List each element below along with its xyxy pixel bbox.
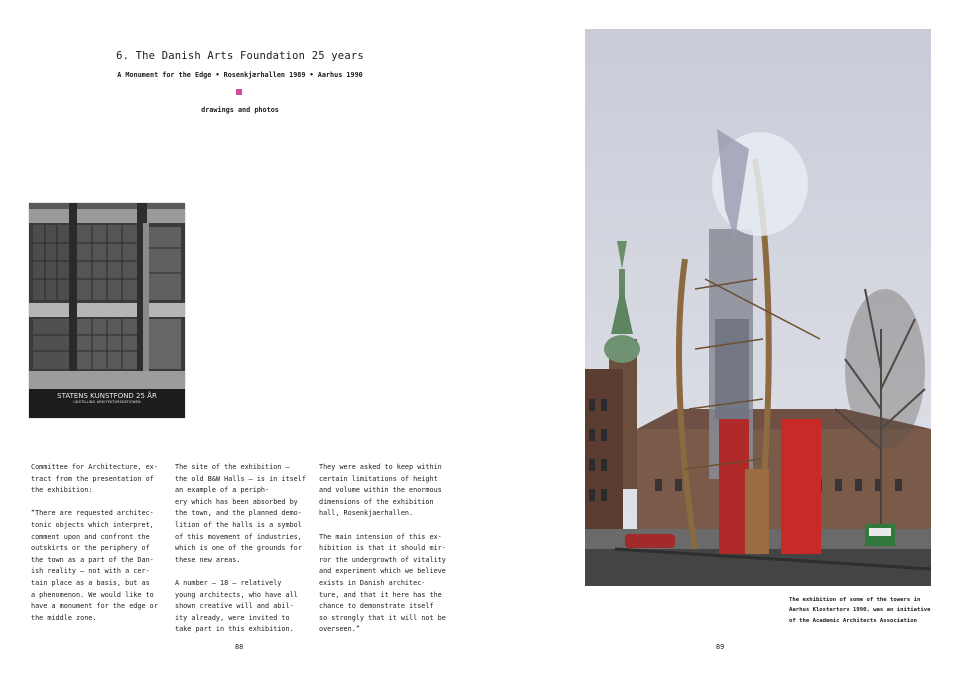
cover-title: STATENS KUNSTFOND 25 ÅR — [57, 392, 157, 400]
tower-sculpture-image — [585, 29, 931, 586]
text-column-1: Committee for Architecture, ex- tract from the presentation of the exhibition: “There are requested architec- tonic objects which interpret, comment upon and confront the outskirts or the periphery of the town as a part of the Dan- ish reality – not with a cer- tain place as a basis, but as a phenomenon. We would like to have a monument for the edge or the middle zone. — [31, 463, 158, 622]
industrial-hall-image — [29, 203, 185, 418]
page-title: 6. The Danish Arts Foundation 25 years — [116, 50, 364, 62]
tower-installation-photo — [585, 29, 931, 586]
page-number-right: 89 — [716, 643, 725, 651]
photo-caption: The exhibition of some of the towers in Aarhus Klostertorv 1990, was an initiative of the Academic Architects Association — [789, 597, 931, 624]
text-column-2: The site of the exhibition – the old B&W Halls – is in itself an example of a periph- ery which has been absorbed by the town, and the planned demo- lition of the halls is a symbol of this movement of industries, which is one of the grounds for these new areas. A number – 18 – relatively young architects, who have all shown creative will and abil- ity already, were invited to take part in this exhibition. — [175, 463, 306, 634]
right-page — [480, 0, 960, 678]
text-column-3: They were asked to keep within certain limitations of height and volume within the enormous dimensions of the exhibition hall, Rosenkjaerhallen. The main intension of this ex- hibition is that it should mir- ror the undergrowth of vitality and experiment which we believe exists in Danish architec- ture, and that it here has the chance to demonstrate itself so strongly that it will not be overseen.” — [319, 463, 446, 634]
page-number-left: 88 — [235, 643, 244, 651]
page-subtitle: A Monument for the Edge • Rosenkjærhallen 1989 • Aarhus 1990 — [117, 71, 363, 79]
cover-subtitle: UDSTILLING ARKITEKTURSEKTIONEN — [73, 400, 141, 404]
catalogue-cover-photo — [29, 203, 185, 418]
pink-square-marker — [236, 89, 242, 95]
section-caption: drawings and photos — [201, 106, 279, 114]
